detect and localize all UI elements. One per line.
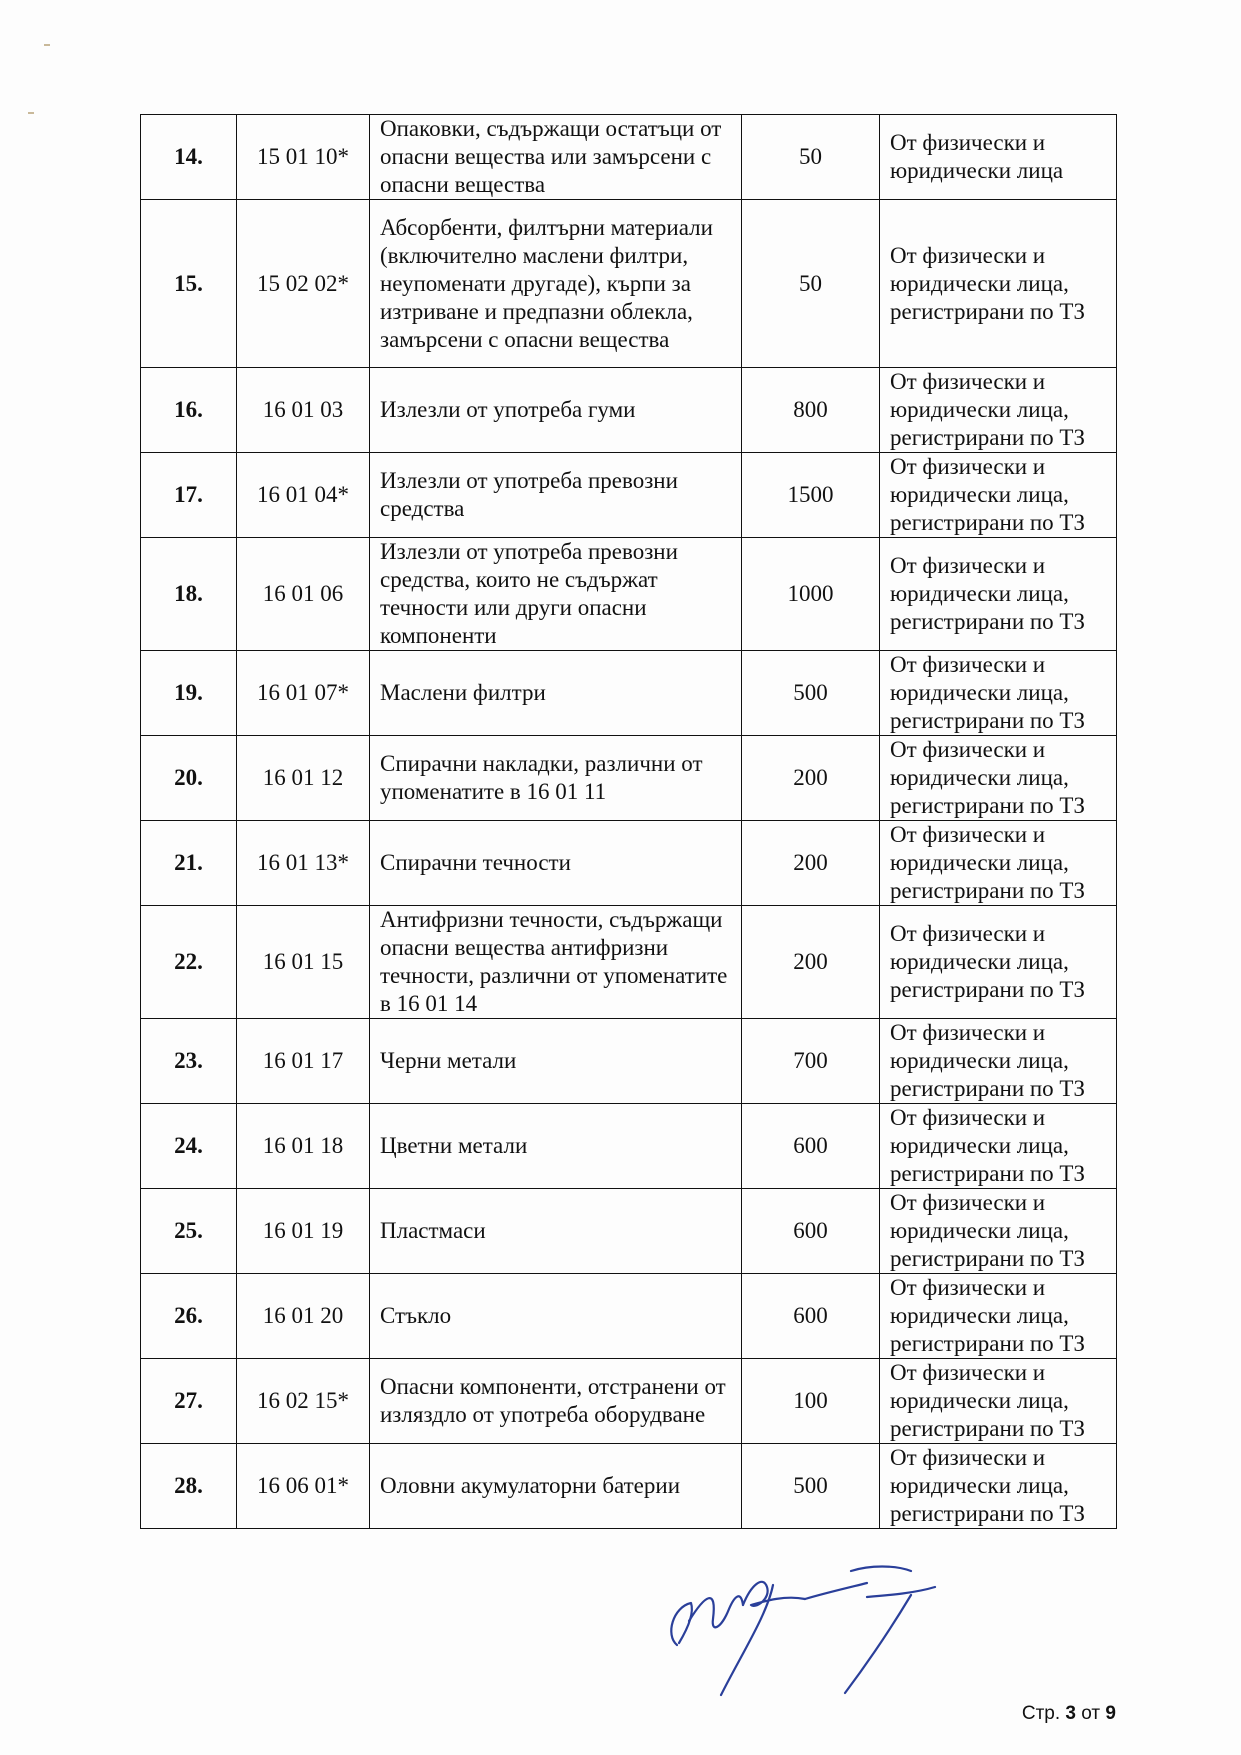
row-number-cell: 24. [141, 1104, 237, 1189]
quantity-cell: 50 [742, 115, 880, 200]
row-number-cell: 15. [141, 200, 237, 368]
table-row [141, 1104, 1117, 1189]
source-cell: От физически и юридически лица, регистрирани по ТЗ [880, 906, 1117, 1019]
source-cell: От физически и юридически лица, регистрирани по ТЗ [880, 736, 1117, 821]
waste-code-cell: 16 01 20 [237, 1274, 370, 1359]
row-number-cell: 28. [141, 1444, 237, 1529]
quantity-cell: 800 [742, 368, 880, 453]
table-row [141, 736, 1117, 821]
table-row [141, 200, 1117, 368]
row-number-cell: 27. [141, 1359, 237, 1444]
quantity-cell: 100 [742, 1359, 880, 1444]
quantity-cell: 500 [742, 651, 880, 736]
total-pages: 9 [1105, 1703, 1116, 1724]
source-cell: От физически и юридически лица, регистрирани по ТЗ [880, 200, 1117, 368]
waste-name-cell: Пластмаси [370, 1189, 742, 1274]
source-cell: От физически и юридически лица, регистрирани по ТЗ [880, 538, 1117, 651]
waste-name-cell: Спирачни течности [370, 821, 742, 906]
handwritten-signature [655, 1525, 945, 1700]
waste-name-cell: Излезли от употреба превозни средства, които не съдържат течности или други опасни компоненти [370, 538, 742, 651]
waste-code-cell: 16 06 01* [237, 1444, 370, 1529]
table-row [141, 906, 1117, 1019]
waste-code-cell: 16 01 18 [237, 1104, 370, 1189]
quantity-cell: 200 [742, 821, 880, 906]
waste-name-cell: Цветни метали [370, 1104, 742, 1189]
scan-speck [28, 112, 34, 114]
waste-code-cell: 16 02 15* [237, 1359, 370, 1444]
row-number-cell: 21. [141, 821, 237, 906]
row-number-cell: 18. [141, 538, 237, 651]
waste-code-cell: 15 01 10* [237, 115, 370, 200]
quantity-cell: 200 [742, 906, 880, 1019]
waste-code-cell: 16 01 17 [237, 1019, 370, 1104]
quantity-cell: 600 [742, 1104, 880, 1189]
row-number-cell: 19. [141, 651, 237, 736]
waste-code-cell: 16 01 15 [237, 906, 370, 1019]
quantity-cell: 500 [742, 1444, 880, 1529]
waste-code-cell: 16 01 06 [237, 538, 370, 651]
source-cell: От физически и юридически лица, регистрирани по ТЗ [880, 651, 1117, 736]
source-cell: От физически и юридически лица [880, 115, 1117, 200]
waste-name-cell: Спирачни накладки, различни от упоменатите в 16 01 11 [370, 736, 742, 821]
quantity-cell: 600 [742, 1274, 880, 1359]
source-cell: От физически и юридически лица, регистрирани по ТЗ [880, 1189, 1117, 1274]
page-of: от [1081, 1703, 1101, 1724]
source-cell: От физически и юридически лица, регистрирани по ТЗ [880, 1444, 1117, 1529]
quantity-cell: 200 [742, 736, 880, 821]
row-number-cell: 25. [141, 1189, 237, 1274]
row-number-cell: 20. [141, 736, 237, 821]
waste-codes-table [140, 114, 1117, 1529]
quantity-cell: 1500 [742, 453, 880, 538]
table-row [141, 1189, 1117, 1274]
waste-name-cell: Стъкло [370, 1274, 742, 1359]
waste-name-cell: Оловни акумулаторни батерии [370, 1444, 742, 1529]
table-body [141, 115, 1117, 1529]
page-prefix: Стр. [1021, 1703, 1061, 1724]
quantity-cell: 700 [742, 1019, 880, 1104]
current-page: 3 [1065, 1703, 1076, 1724]
waste-name-cell: Опасни компоненти, отстранени от изляздло от употреба оборудване [370, 1359, 742, 1444]
source-cell: От физически и юридически лица, регистрирани по ТЗ [880, 1104, 1117, 1189]
source-cell: От физически и юридически лица, регистрирани по ТЗ [880, 1274, 1117, 1359]
table-row [141, 538, 1117, 651]
waste-name-cell: Опаковки, съдържащи остатъци от опасни вещества или замърсени с опасни вещества [370, 115, 742, 200]
waste-name-cell: Антифризни течности, съдържащи опасни вещества антифризни течности, различни от упоменатите в 16 01 14 [370, 906, 742, 1019]
waste-code-cell: 16 01 13* [237, 821, 370, 906]
table-row [141, 651, 1117, 736]
source-cell: От физически и юридически лица, регистрирани по ТЗ [880, 1019, 1117, 1104]
scan-speck [44, 44, 50, 46]
waste-name-cell: Черни метали [370, 1019, 742, 1104]
waste-name-cell: Излезли от употреба гуми [370, 368, 742, 453]
waste-code-cell: 16 01 03 [237, 368, 370, 453]
table-row [141, 453, 1117, 538]
source-cell: От физически и юридически лица, регистрирани по ТЗ [880, 453, 1117, 538]
table-row [141, 115, 1117, 200]
waste-code-cell: 15 02 02* [237, 200, 370, 368]
source-cell: От физически и юридически лица, регистрирани по ТЗ [880, 1359, 1117, 1444]
row-number-cell: 22. [141, 906, 237, 1019]
row-number-cell: 23. [141, 1019, 237, 1104]
waste-name-cell: Излезли от употреба превозни средства [370, 453, 742, 538]
table-row [141, 821, 1117, 906]
waste-code-cell: 16 01 19 [237, 1189, 370, 1274]
table-row [141, 1019, 1117, 1104]
table-row [141, 1444, 1117, 1529]
waste-code-cell: 16 01 12 [237, 736, 370, 821]
row-number-cell: 17. [141, 453, 237, 538]
waste-code-cell: 16 01 04* [237, 453, 370, 538]
source-cell: От физически и юридически лица, регистрирани по ТЗ [880, 368, 1117, 453]
source-cell: От физически и юридически лица, регистрирани по ТЗ [880, 821, 1117, 906]
table-row [141, 368, 1117, 453]
waste-name-cell: Маслени филтри [370, 651, 742, 736]
quantity-cell: 600 [742, 1189, 880, 1274]
table-row [141, 1359, 1117, 1444]
row-number-cell: 16. [141, 368, 237, 453]
page-number [1022, 1703, 1116, 1725]
table-row [141, 1274, 1117, 1359]
row-number-cell: 14. [141, 115, 237, 200]
waste-code-cell: 16 01 07* [237, 651, 370, 736]
row-number-cell: 26. [141, 1274, 237, 1359]
waste-name-cell: Абсорбенти, филтърни материали (включително маслени филтри, неупоменати другаде), кърпи за изтриване и предпазни облекла, замърсени с опасни вещества [370, 200, 742, 368]
quantity-cell: 1000 [742, 538, 880, 651]
quantity-cell: 50 [742, 200, 880, 368]
